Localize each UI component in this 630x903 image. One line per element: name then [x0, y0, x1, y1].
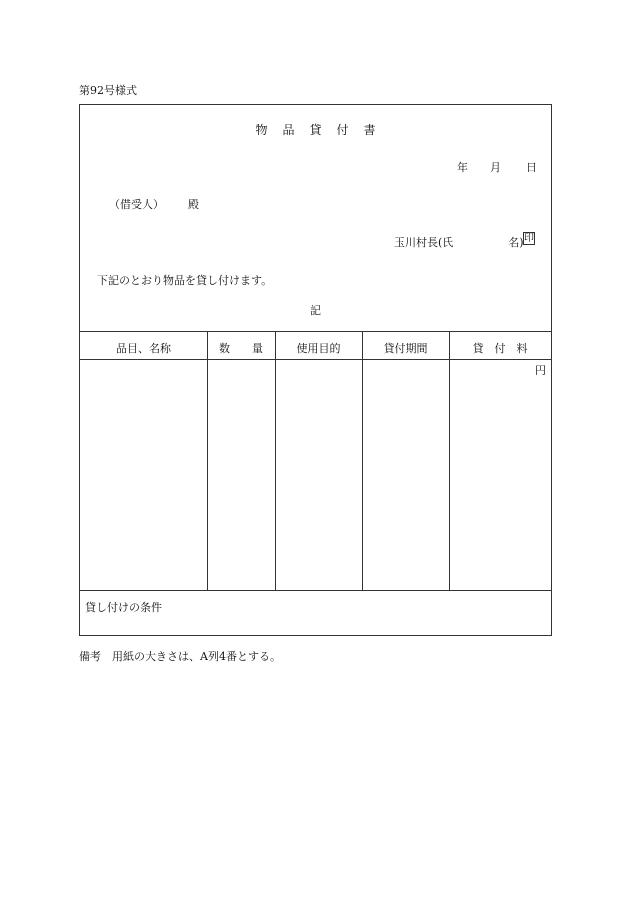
- date-day-label: 日: [526, 161, 537, 174]
- table-top-border: [80, 331, 551, 332]
- form-number: 第92号様式: [79, 84, 137, 97]
- ki-label: 記: [310, 304, 321, 317]
- date-month-label: 月: [490, 161, 501, 174]
- column-header-purpose: 使用目的: [296, 342, 341, 355]
- conditions-border: [80, 590, 551, 591]
- borrower-label: （借受人）: [109, 198, 164, 211]
- document-title: 物品貸付書: [255, 123, 391, 137]
- column-header-loan-period: 貸付期間: [383, 342, 428, 355]
- column-divider: [275, 331, 276, 590]
- column-header-quantity: 数 量: [219, 342, 263, 355]
- column-divider: [207, 331, 208, 590]
- intro-text: 下記のとおり物品を貸し付けます。: [97, 274, 273, 287]
- borrower-honorific: 殿: [188, 198, 199, 211]
- remarks-note: 備考 用紙の大きさは、A列4番とする。: [79, 650, 281, 663]
- issuer-line: 玉川村長(氏 名): [394, 236, 524, 249]
- fee-unit-yen: 円: [535, 364, 546, 377]
- conditions-label: 貸し付けの条件: [85, 601, 162, 614]
- column-header-item-name: 品目、名称: [116, 342, 171, 355]
- seal-mark: 印: [524, 233, 534, 244]
- form-frame: [79, 104, 552, 636]
- column-header-loan-fee: 貸 付 料: [472, 342, 528, 355]
- table-header-border: [80, 359, 551, 360]
- column-divider: [449, 331, 450, 590]
- date-year-label: 年: [457, 161, 468, 174]
- column-divider: [362, 331, 363, 590]
